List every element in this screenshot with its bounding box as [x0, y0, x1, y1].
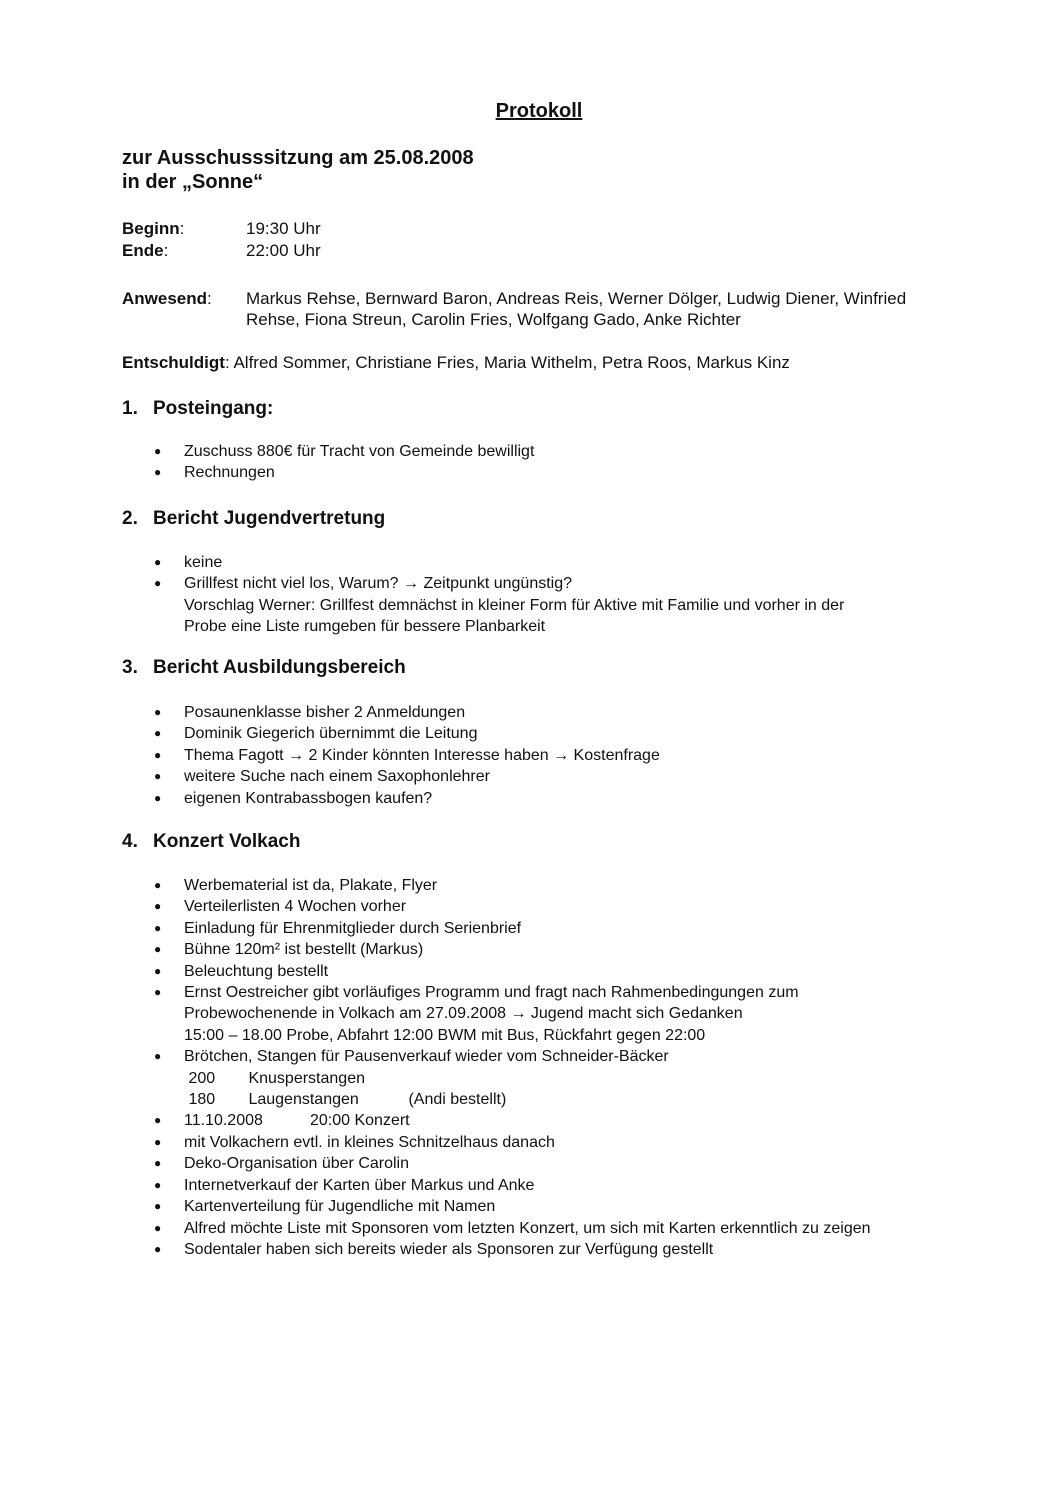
list-item-detail: Probewochenende in Volkach am 27.09.2008 → Jugend macht sich Gedanken — [184, 1005, 743, 1023]
end-row: Ende: 22:00 Uhr — [122, 241, 321, 260]
attendees-text: Markus Rehse, Bernward Baron, Andreas Reis, Werner Dölger, Ludwig Diener, Winfried Rehse, Fiona Streun, Carolin Fries, Wolfgang Gado, Anke Richter — [246, 289, 907, 329]
bullet-icon: ● — [154, 465, 162, 480]
excused-block: Entschuldigt: Alfred Sommer, Christiane Fries, Maria Withelm, Petra Roos, Markus Kinz — [122, 353, 790, 372]
bullet-icon: ● — [154, 1156, 162, 1171]
concert-time: 20:00 Konzert — [310, 1112, 410, 1130]
list-item: ● Rechnungen — [0, 462, 534, 483]
begin-label: Beginn — [122, 219, 180, 238]
list-item: ● Zuschuss 880€ für Tracht von Gemeinde bewilligt — [0, 441, 534, 462]
bullet-icon: ● — [154, 985, 162, 1000]
list-item: ● Internetverkauf der Karten über Markus und Anke — [0, 1175, 871, 1196]
section-title: Bericht Ausbildungsbereich — [153, 657, 406, 678]
bullet-icon: ● — [154, 790, 162, 805]
section-number: 1. — [122, 398, 138, 419]
begin-row: Beginn: 19:30 Uhr — [122, 219, 321, 238]
section-number: 3. — [122, 657, 138, 678]
list-item: ● Bühne 120m² ist bestellt (Markus) — [0, 939, 871, 960]
list-item: ● Dominik Giegerich übernimmt die Leitung — [0, 723, 660, 744]
list-item: ● Grillfest nicht viel los, Warum? → Zeitpunkt ungünstig? Vorschlag Werner: Grillfest demnächst in kleiner Form für Aktive mit Familie und vorher in der Probe eine Liste rumgeben für bessere Planbarkeit — [0, 573, 844, 637]
list-item: ● Einladung für Ehrenmitglieder durch Serienbrief — [0, 918, 871, 939]
bullet-icon: ● — [154, 1177, 162, 1192]
list-item-detail: Probe eine Liste rumgeben für bessere Planbarkeit — [184, 618, 546, 636]
list-item: ● Beleuchtung bestellt — [0, 961, 871, 982]
list-item: ● weitere Suche nach einem Saxophonlehrer — [0, 766, 660, 787]
list-item: ● Alfred möchte Liste mit Sponsoren vom letzten Konzert, um sich mit Karten erkenntlich zu zeigen — [0, 1218, 871, 1239]
order-item: Knusperstangen — [248, 1069, 365, 1087]
section-2-heading — [122, 508, 385, 530]
bullet-icon: ● — [154, 899, 162, 914]
list-item: ● Ernst Oestreicher gibt vorläufiges Programm und fragt nach Rahmenbedingungen zum Probewochenende in Volkach am 27.09.2008 → Jugend macht sich Gedanken 15:00 – 18.00 Probe, Abfahrt 12:00 BWM mit Bus, Rückfahrt gegen 22:00 — [0, 982, 871, 1046]
list-item: ● mit Volkachern evtl. in kleines Schnitzelhaus danach — [0, 1132, 871, 1153]
subtitle-line-1: zur Ausschusssitzung am 25.08.2008 — [122, 147, 474, 169]
order-qty: 180 — [188, 1091, 216, 1109]
bullet-icon: ● — [154, 963, 162, 978]
order-note: (Andi bestellt) — [408, 1091, 507, 1109]
order-row — [184, 1068, 871, 1089]
bullet-icon: ● — [154, 920, 162, 935]
bullet-icon: ● — [154, 726, 162, 741]
bullet-icon: ● — [154, 769, 162, 784]
list-item: ● Werbematerial ist da, Plakate, Flyer — [0, 875, 871, 896]
section-4-list — [0, 875, 871, 1260]
bullet-icon: ● — [154, 942, 162, 957]
subtitle-line-2: in der „Sonne“ — [122, 171, 264, 193]
concert-date: 11.10.2008 — [184, 1112, 263, 1130]
section-3-heading — [122, 657, 406, 679]
section-1-list — [0, 441, 534, 484]
bullet-icon: ● — [154, 444, 162, 458]
section-3-list — [0, 702, 660, 809]
bullet-icon: ● — [154, 747, 162, 762]
section-title: Konzert Volkach — [153, 831, 301, 852]
order-item: Laugenstangen — [248, 1091, 359, 1109]
list-item: ● Kartenverteilung für Jugendliche mit Namen — [0, 1196, 871, 1217]
bullet-icon: ● — [154, 1199, 162, 1214]
bullet-icon: ● — [154, 878, 162, 892]
section-2-list — [0, 552, 844, 638]
order-qty: 200 — [188, 1069, 216, 1087]
bullet-icon: ● — [154, 1049, 162, 1064]
bullet-icon: ● — [154, 555, 162, 569]
list-item: ● Deko-Organisation über Carolin — [0, 1153, 871, 1174]
end-label: Ende — [122, 241, 164, 260]
excused-text: Alfred Sommer, Christiane Fries, Maria Withelm, Petra Roos, Markus Kinz — [233, 353, 790, 372]
list-item: ● Posaunenklasse bisher 2 Anmeldungen — [0, 702, 660, 723]
document-page: Protokoll zur Ausschusssitzung am 25.08.2008 in der „Sonne“ Beginn: 19:30 Uhr Ende: 22:00 Uhr Anwesend: Markus Rehse, Bernward Baron, Andreas Reis, Werner Dölger, Ludwig Diener, Winfried Rehse, Fiona Streun, Carolin Fries, Wolfgang Gado, Anke Richter Entschuldigt: Alfred Sommer, Christiane Fries, Maria Withelm, Petra Roos, Markus Kinz 1. Posteingang: ● Zuschuss 880€ für Tracht von Gemeinde bewilligt ● Rechnungen 2. Bericht Jugendvertretung ● keine ● Grillfest nicht viel los, Warum? → Zeitpunkt ungünstig? Vorschlag Werner: Grillfest demnächst in kleiner Form für Aktive mit Familie und vorher in der Probe eine Liste rumgeben für bessere Planbarkeit 3. Bericht Ausbildungsbereich ● Posaunenklasse bisher 2 Anmeldungen ● Dominik Giegerich übernimmt die Leitung ● Thema Fagott → 2 Kinder könnten Interesse haben → Kostenfrage ● weitere Suche nach einem Saxophonlehrer ● eigenen Kontrabassbogen kaufen? 4. Konzert Volkach ● Werbematerial ist da, Plakate, Flyer ● Verteilerlisten 4 Wochen vorher ● Einladung für Ehrenmitglieder durch Serienbrief ● Bühne 120m² ist bestellt (Markus) ● Beleuchtung bestellt ● Ernst Oestreicher gibt vorläufiges Programm und fragt nach Rahmenbedingungen zum Probewochenende in Volkach am 27.09.2008 → Jugend macht sich Gedanken 15:00 – 18.00 Probe, Abfahrt 12:00 BWM mit Bus, Rückfahrt gegen 22:00 ● Brötchen, Stangen für Pausenverkauf wieder vom Schneider-Bäcker 200 Knusperstangen 180 Laugenstangen (Andi bestellt) ● 11.10.2008 20:00 Konzert ● mit Volkachern evtl. in kleines Schnitzelhaus danach ● Deko-Organisation über Carolin ● Internetverkauf der Karten über Markus und Anke ● Kartenverteilung für Jugendliche mit Namen ● Alfred möchte Liste mit Sponsoren vom letzten Konzert, um sich mit Karten erkenntlich zu zeigen ● Sodentaler haben sich bereits wieder als Sponsoren zur Verfügung gestellt — [0, 0, 1058, 1497]
excused-label: Entschuldigt — [122, 353, 225, 372]
order-row — [184, 1089, 871, 1110]
section-number: 4. — [122, 831, 138, 852]
list-item: ● keine — [0, 552, 844, 573]
bullet-icon: ● — [154, 1241, 162, 1256]
list-item: ● Sodentaler haben sich bereits wieder als Sponsoren zur Verfügung gestellt — [0, 1239, 871, 1260]
list-item — [0, 1110, 871, 1131]
attendees-label: Anwesend — [122, 289, 208, 308]
list-item-detail: Vorschlag Werner: Grillfest demnächst in kleiner Form für Aktive mit Familie und vorher in der — [184, 596, 845, 614]
list-item: ● eigenen Kontrabassbogen kaufen? — [0, 788, 660, 809]
bullet-icon: ● — [154, 576, 162, 591]
section-title: Posteingang: — [153, 398, 274, 419]
list-item: ● Brötchen, Stangen für Pausenverkauf wieder vom Schneider-Bäcker 200 Knusperstangen 180 Laugenstangen (Andi bestellt) — [0, 1046, 871, 1110]
section-title: Bericht Jugendvertretung — [153, 508, 386, 529]
list-item: ● Thema Fagott → 2 Kinder könnten Interesse haben → Kostenfrage — [0, 745, 660, 766]
list-item: ● Verteilerlisten 4 Wochen vorher — [0, 896, 871, 917]
document-subtitle — [122, 146, 474, 194]
bullet-icon: ● — [154, 1113, 162, 1128]
end-value: 22:00 Uhr — [246, 241, 321, 260]
document-title: Protokoll — [495, 100, 583, 122]
bullet-icon: ● — [154, 1134, 162, 1149]
list-item-detail: 15:00 – 18.00 Probe, Abfahrt 12:00 BWM mit Bus, Rückfahrt gegen 22:00 — [184, 1026, 706, 1044]
section-number: 2. — [122, 508, 138, 529]
bullet-icon: ● — [154, 705, 162, 719]
bullet-icon: ● — [154, 1220, 162, 1235]
section-4-heading — [122, 831, 300, 853]
section-1-heading — [122, 398, 273, 420]
begin-value: 19:30 Uhr — [246, 219, 321, 238]
